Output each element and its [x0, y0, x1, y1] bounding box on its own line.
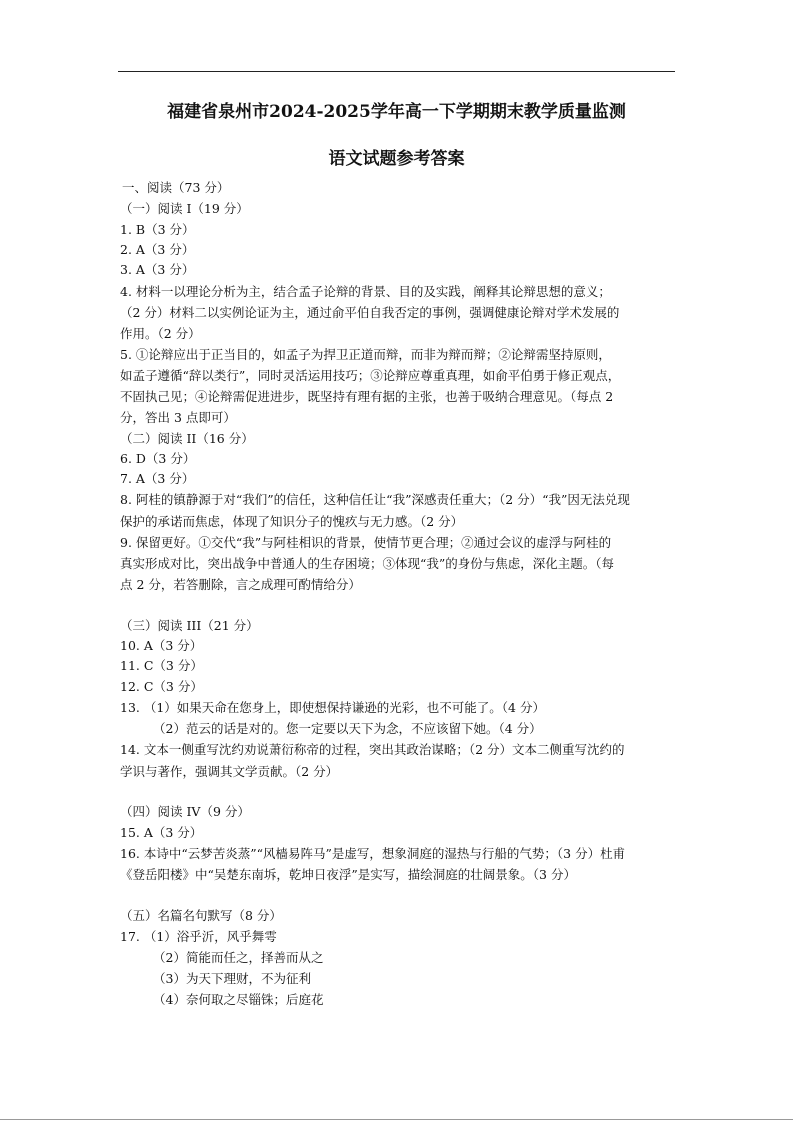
answer-line: 15. A（3 分）	[120, 825, 203, 840]
answer-line: 4. 材料一以理论分析为主，结合孟子论辩的背景、目的及实践，阐释其论辩思想的意义；	[120, 284, 611, 299]
subsection-heading: （五）名篇名句默写（8 分）	[120, 908, 282, 923]
answer-line: 17. （1）浴乎沂，风乎舞雩	[120, 929, 277, 944]
answer-line: （2）简能而任之，择善而从之	[153, 950, 324, 965]
document-title: 福建省泉州市2024-2025学年高一下学期期末教学质量监测	[167, 102, 626, 122]
subsection-heading: （三）阅读 III（21 分）	[120, 618, 259, 633]
answer-line: 1. B（3 分）	[120, 222, 195, 237]
answer-line: （2 分）材料二以实例论证为主，通过俞平伯自我否定的事例，强调健康论辩对学术发展的	[120, 305, 620, 320]
answer-line: 不固执己见；④论辩需促进进步，既坚持有理有据的主张，也善于吸纳合理意见。（每点 2	[120, 389, 614, 404]
answer-line: （4）奈何取之尽锱铢；后庭花	[153, 992, 324, 1007]
answer-line: 2. A（3 分）	[120, 242, 195, 257]
answer-line: 如孟子遵循“辞以类行”，同时灵活运用技巧；③论辩应尊重真理，如俞平伯勇于修正观点，	[120, 368, 621, 383]
answer-line: 8. 阿桂的镇静源于对“我们”的信任，这种信任让“我”深感责任重大；（2 分）“我”因无法兑现	[120, 492, 630, 507]
answer-line: 11. C（3 分）	[120, 658, 203, 673]
answer-line: 9. 保留更好。①交代“我”与阿桂相识的背景，使情节更合理；②通过会议的虚浮与阿桂的	[120, 535, 612, 550]
top-rule	[118, 71, 675, 72]
answer-line: 14. 文本一侧重写沈约劝说萧衍称帝的过程，突出其政治谋略；（2 分）文本二侧重写沈约的	[120, 742, 625, 757]
answer-line: 6. D（3 分）	[120, 451, 196, 466]
answer-line: 保护的承诺而焦虑，体现了知识分子的愧疚与无力感。（2 分）	[120, 514, 464, 529]
answer-line: 分，答出 3 点即可）	[120, 410, 236, 425]
subsection-heading: （四）阅读 IV（9 分）	[120, 804, 250, 819]
bottom-rule	[0, 1119, 793, 1120]
answer-line: （3）为天下理财，不为征利	[153, 971, 311, 986]
answer-line: 作用。（2 分）	[120, 326, 201, 341]
subsection-heading: （二）阅读 II（16 分）	[120, 431, 254, 446]
answer-line: 16. 本诗中“云梦苦炎蒸”“风樯易阵马”是虚写，想象洞庭的湿热与行船的气势；（3 分）杜甫	[120, 846, 626, 861]
answer-line: 13. （1）如果天命在您身上，即使想保持谦逊的光彩，也不可能了。（4 分）	[120, 700, 545, 715]
document-subtitle: 语文试题参考答案	[328, 149, 465, 169]
answer-line: 12. C（3 分）	[120, 679, 203, 694]
answer-line: 点 2 分，若答删除，言之成理可酌情给分）	[120, 577, 361, 592]
answer-line: 10. A（3 分）	[120, 638, 203, 653]
answer-line: 《登岳阳楼》中“吴楚东南坼，乾坤日夜浮”是实写，描绘洞庭的壮阔景象。（3 分）	[120, 867, 576, 882]
answer-line: 3. A（3 分）	[120, 262, 195, 277]
answer-line: 5. ①论辩应出于正当目的，如孟子为捍卫正道而辩，而非为辩而辩；②论辩需坚持原则，	[120, 347, 611, 362]
answer-line: 真实形成对比，突出战争中普通人的生存困境；③体现“我”的身份与焦虑，深化主题。（每	[120, 556, 615, 571]
subsection-heading: （一）阅读 I（19 分）	[120, 201, 249, 216]
answer-line: （2）范云的话是对的。您一定要以天下为念，不应该留下她。（4 分）	[153, 721, 542, 736]
answer-line: 学识与著作，强调其文学贡献。（2 分）	[120, 764, 339, 779]
answer-line: 7. A（3 分）	[120, 471, 195, 486]
section-heading: 一、阅读（73 分）	[122, 180, 230, 195]
